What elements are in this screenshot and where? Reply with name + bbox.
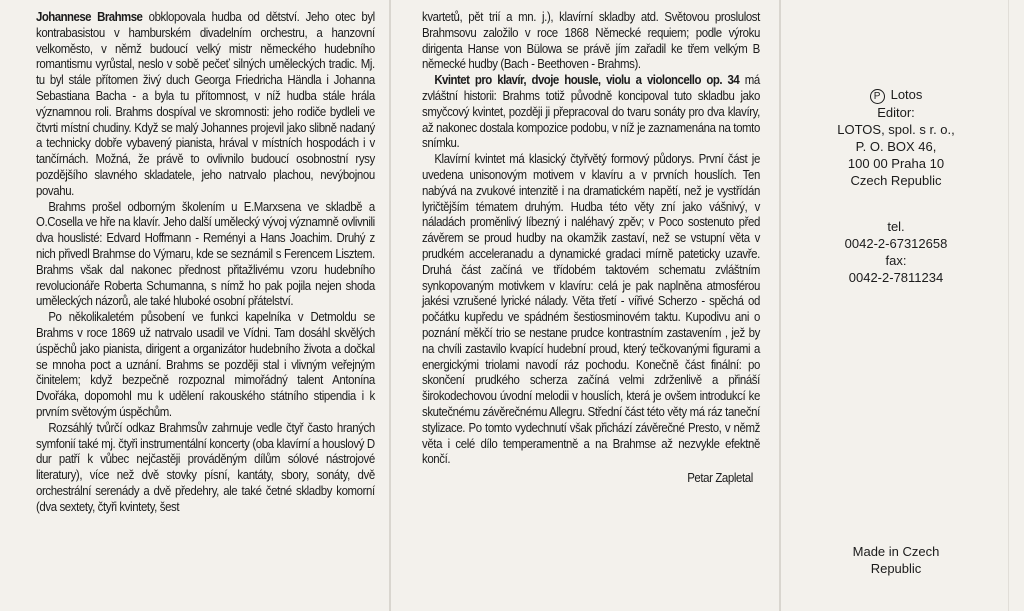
paragraph <box>422 72 760 151</box>
paragraph <box>36 9 375 199</box>
fax-label: fax: <box>885 253 907 268</box>
paragraph: Klavírní kvintet má klasický čtyřvětý formový půdorys. První část je uvedena unisonovým motivem v klavíru a v prvních houslích. Ten nabývá na zvukové intenzitě i na dramatickém napětí, než je vystřídán lyričtějším tématem druhým. Hudba této věty zní jako vášnivý, v náladách proměnlivý líbezný i naléhavý zpěv; v Poco sostenuto před závěrem se proud hudby na okamžik zastaví, než se vstupní věta v prudkém acceleranadu a dynamické gradaci mírně pateticky uzavře. Druhá část začíná ve třídobém taktovém schematu zvláštním synkopovaným motivkem v klavíru: celá je pak naplněna atmosférou jakési vzrušené lyrické nálady. Věta třetí - vířivé Scherzo - spěchá od počátku kupředu ve spádném šestiosminovém taktu. Kupodivu ani o poznání měkčí trio se nestane prudce kontrastním zastavením , jež by na chvíli zastavilo kvapící hudební proud, který tečkovanými figurami a energickými triolami navodí ráz pochodu. Konečně část finální: po skončení prudkého scherza začíná velmi zdrženlivě a přináší širokodechovou úvodní melodii v houslích, která je ovšem introdukcí ke skutečnému závěrečnému Allegru. Střední část této věty má ráz taneční stylizace. Po tomto vydechnutí však přichází závěrečné Presto, v němž věta i celé dílo temperamentně a na Brahmse až nezvykle efektně končí. <box>422 151 760 467</box>
phonogram-p-icon: P <box>870 89 885 104</box>
editor-label: Editor: <box>877 105 915 120</box>
tel-number: 0042-2-67312658 <box>844 236 948 251</box>
paragraph: Rozsáhlý tvůrčí odkaz Brahmsův zahrnuje vedle čtyř často hraných symfonií také mj. čtyři instrumentální koncerty (oba klavírní a houslový D dur patří k vůbec nejčastěji prováděným dílům sólové nástrojové literatury), více než dvě stovky písní, kantáty, sbory, sonáty, dvě orchestrální serenády a dvě předehry, ale také četné skladby komorní (dva sextety, čtyři kvintety, šest <box>36 419 375 514</box>
paragraph: Brahms prošel odborným školením u E.Marxsena ve skladbě a O.Cosella ve hře na klavír. Jeho další umělecký vývoj významně ovlivnili dva houslisté: Edvard Hoffmann - Reményi a Hans Joachim. Druhý z nich přivedl Brahmse do Výmaru, kde se seznámil s Ferencem Lisztem. Brahms však dal nakonec přednost přitažlivému vzoru hudebního revolucionáře Roberta Schumanna, s nímž ho pak pojila nejen shoda uměleckých názorů, ale také hluboké osobní přátelství. <box>36 198 375 309</box>
fax-number: 0042-2-7811234 <box>848 270 944 285</box>
address-line: P. O. BOX 46, <box>855 139 937 154</box>
label-name: Lotos <box>890 87 923 102</box>
publisher-info <box>782 86 1010 189</box>
author-signature: Petar Zapletal <box>687 470 753 486</box>
booklet-column-publisher <box>782 0 1024 611</box>
label-line <box>782 86 1010 104</box>
company-name: LOTOS, spol. s r. o., <box>837 122 955 137</box>
paragraph-text: má zvláštní historii: Brahms totiž původně koncipoval tuto skladbu jako smyčcový kvintet, později ji přepracoval do tvaru sonáty pro dva klavíry, až nakonec dostala kompozice podobu, v níž je zaznamenána na tomto snímku. <box>422 72 760 151</box>
paragraph: Po několikaletém působení ve funkci kapelníka v Detmoldu se Brahms v roce 1869 už natrvalo usadil ve Vídni. Tam dosáhl skvělých úspěchů jako pianista, dirigent a organizátor hudebního života a dočkal se mnoha poct a uznání. Brahms se později stal i vlivným veřejným činitelem; když bezpečně rozpoznal mimořádný talent Antonína Dvořáka, dopomohl mu k udělení rakouského státního stipendia i k prvním světovým úspěchům. <box>36 309 375 419</box>
country: Czech Republic <box>850 173 942 188</box>
paragraph: kvartetů, pět trií a mn. j.), klavírní skladby atd. Světovou proslulost Brahmsovu založilo v roce 1868 Německé requiem; podle výroku dirigenta Hanse von Bülowa se právě jím zařadil ke třem velkým B německé hudby (Bach - Beethoven - Brahms). <box>422 9 760 72</box>
work-title: Kvintet pro klavír, dvoje housle, violu a violoncello op. 34 <box>434 72 740 88</box>
made-in-line: Republic <box>870 561 922 576</box>
tel-label: tel. <box>887 219 905 234</box>
booklet-column-biography <box>0 0 390 611</box>
booklet-column-work <box>392 0 780 611</box>
made-in-line: Made in Czech <box>852 544 940 559</box>
paragraph-text: obklopovala hudba od dětství. Jeho otec byl kontrabasistou v hamburském divadelním orchestru, a hanzovní velkoměsto, v němž budoucí velký mistr německého hudebního romantismu vyrůstal, neslo v sobě pečeť silných uměleckých tradic. Mj. tu byl stále přítomen živý duch Georga Friedricha Händla i Johanna Sebastiana Bacha - a byla tu přítomnost, v níž hudba stále hrála významnou roli. Brahms dospíval ve skromnosti: jeho rodiče bydleli ve čtvrti místní chudiny. Když se malý Johannes projevil jako slibně nadaný a technicky dobře vybavený pianista, hrával v místních hospodách i v tančírnách. Možná, že právě to ovlivnilo budoucí osobnostní rysy pozdějšího slavného skladatele, jeho natrvalo plachou, nevýbojnou povahu. <box>36 9 375 198</box>
address-line: 100 00 Praha 10 <box>847 156 945 171</box>
phone-info <box>782 218 1010 286</box>
composer-name: Johannese Brahmse <box>36 9 143 24</box>
made-in-note <box>782 543 1010 577</box>
